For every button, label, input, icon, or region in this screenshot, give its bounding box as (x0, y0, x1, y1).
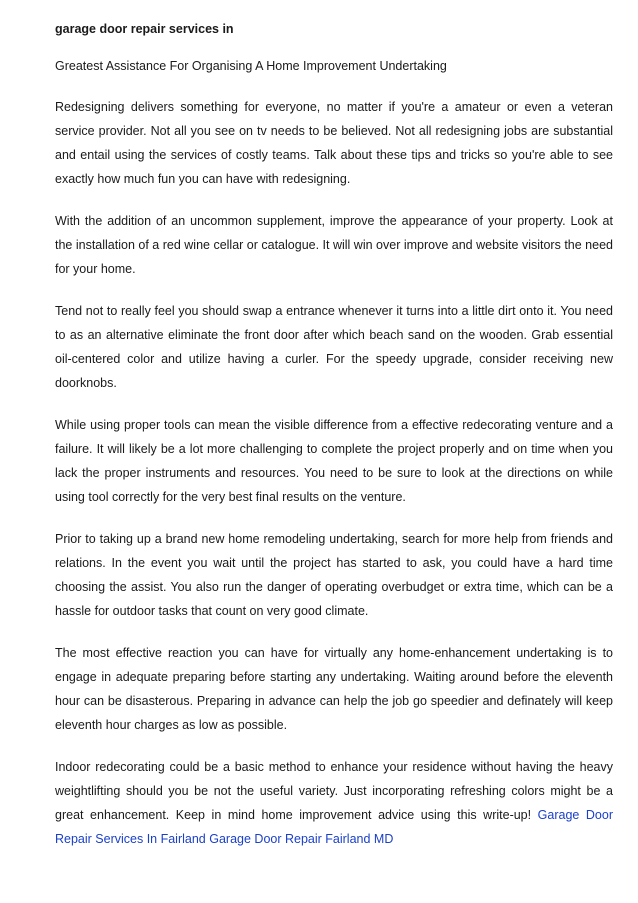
document-page (55, 20, 613, 869)
paragraph-7 (55, 755, 613, 851)
paragraph-4: While using proper tools can mean the visible difference from a effective redecorating venture and a failure. It will likely be a lot more challenging to complete the project properly and on time when you lack the proper instruments and resources. You need to be sure to look at the directions on while using tool correctly for the very best final results on the venture. (55, 418, 613, 504)
link-garage-door-repair-fairland-md[interactable]: Garage Door Repair Fairland MD (209, 832, 394, 846)
paragraph-5: Prior to taking up a brand new home remodeling undertaking, search for more help from friends and relations. In the event you wait until the project has started to ask, you could have a hard time choosing the assist. You also run the danger of operating overbudget or extra time, which can be a hassle for outdoor tasks that count on very good climate. (55, 532, 613, 618)
document-subtitle: Greatest Assistance For Organising A Home Improvement Undertaking (55, 59, 447, 73)
paragraph-6: The most effective reaction you can have for virtually any home-enhancement undertaking is to engage in adequate preparing before starting any undertaking. Waiting around before the eleventh hour can be disasterous. Preparing in advance can help the job go speedier and definately will keep eleventh hour charges as low as possible. (55, 646, 613, 732)
link-garage-door-repair-services-fairland[interactable]: Garage Door Repair Services In Fairland (55, 808, 613, 846)
document-title: garage door repair services in (55, 22, 234, 36)
paragraph-2: With the addition of an uncommon supplement, improve the appearance of your property. Look at the installation of a red wine cellar or catalogue. It will win over improve and website visitors the need for your home. (55, 214, 613, 276)
paragraph-1: Redesigning delivers something for everyone, no matter if you're a amateur or even a veteran service provider. Not all you see on tv needs to be believed. Not all redesigning jobs are substantial and entail using the services of costly teams. Talk about these tips and tricks so you're able to see exactly how much fun you can have with redesigning. (55, 100, 613, 186)
paragraph-3: Tend not to really feel you should swap a entrance whenever it turns into a little dirt onto it. You need to as an alternative eliminate the front door after which beach sand on the wooden. Grab essential oil-centered color and utilize having a curler. For the speedy upgrade, consider receiving new doorknobs. (55, 304, 613, 390)
paragraph-7-text: Indoor redecorating could be a basic method to enhance your residence without having the heavy weightlifting should you be not the useful variety. Just incorporating refreshing colors might be a great enhancement. Keep in mind home improvement advice using this write-up! (55, 760, 613, 822)
